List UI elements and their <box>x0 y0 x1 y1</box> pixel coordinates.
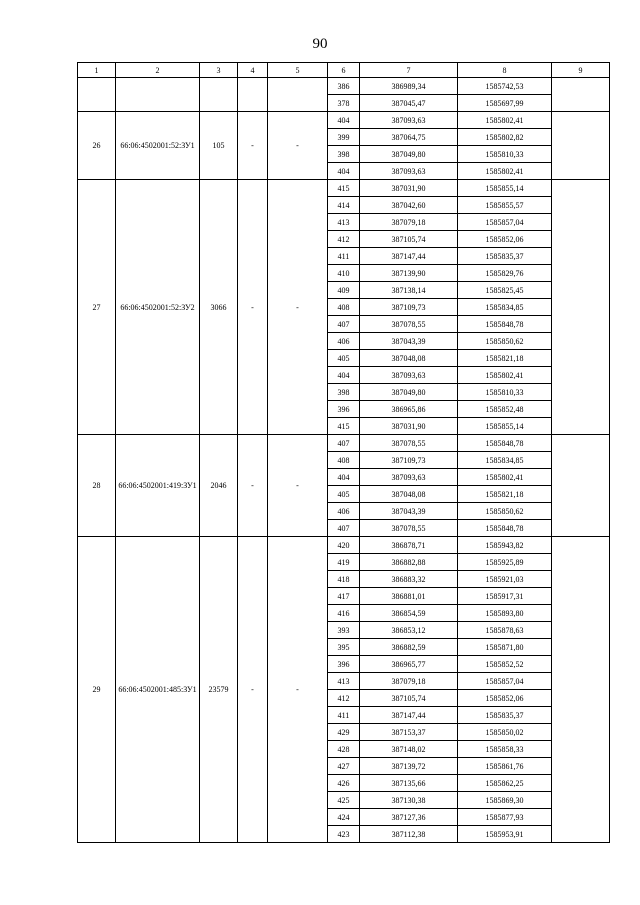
point-number-cell: 410 <box>328 265 360 282</box>
x-coordinate-cell: 387130,38 <box>360 792 458 809</box>
y-coordinate-cell: 1585877,93 <box>458 809 552 826</box>
area-cell: 2046 <box>200 435 238 537</box>
point-number-cell: 406 <box>328 503 360 520</box>
y-coordinate-cell: 1585943,82 <box>458 537 552 554</box>
x-coordinate-cell: 387093,63 <box>360 469 458 486</box>
y-coordinate-cell: 1585742,53 <box>458 78 552 95</box>
table-body <box>78 78 610 843</box>
x-coordinate-cell: 387031,90 <box>360 418 458 435</box>
point-number-cell: 404 <box>328 469 360 486</box>
group-number-cell: 28 <box>78 435 116 537</box>
x-coordinate-cell: 387153,37 <box>360 724 458 741</box>
x-coordinate-cell: 387078,55 <box>360 435 458 452</box>
table-row <box>78 537 610 554</box>
header-cell: 8 <box>458 63 552 78</box>
y-coordinate-cell: 1585850,02 <box>458 724 552 741</box>
column-9-cell <box>552 78 610 112</box>
x-coordinate-cell: 387139,72 <box>360 758 458 775</box>
point-number-cell: 423 <box>328 826 360 843</box>
point-number-cell: 378 <box>328 95 360 112</box>
point-number-cell: 408 <box>328 299 360 316</box>
point-number-cell: 408 <box>328 452 360 469</box>
header-cell: 6 <box>328 63 360 78</box>
column-9-cell <box>552 180 610 435</box>
column-5-cell: - <box>268 537 328 843</box>
column-4-cell <box>238 78 268 112</box>
x-coordinate-cell: 386989,34 <box>360 78 458 95</box>
table-row <box>78 78 610 95</box>
column-9-cell <box>552 537 610 843</box>
point-number-cell: 412 <box>328 690 360 707</box>
x-coordinate-cell: 387127,36 <box>360 809 458 826</box>
x-coordinate-cell: 387048,08 <box>360 486 458 503</box>
x-coordinate-cell: 387138,14 <box>360 282 458 299</box>
column-5-cell: - <box>268 435 328 537</box>
table-row <box>78 112 610 129</box>
y-coordinate-cell: 1585925,89 <box>458 554 552 571</box>
cadastral-number-cell: 66:06:4502001:52:ЗУ2 <box>116 180 200 435</box>
point-number-cell: 412 <box>328 231 360 248</box>
point-number-cell: 405 <box>328 350 360 367</box>
table-row <box>78 435 610 452</box>
point-number-cell: 393 <box>328 622 360 639</box>
header-row <box>78 63 610 78</box>
y-coordinate-cell: 1585802,82 <box>458 129 552 146</box>
y-coordinate-cell: 1585858,33 <box>458 741 552 758</box>
group-number-cell: 29 <box>78 537 116 843</box>
x-coordinate-cell: 387043,39 <box>360 333 458 350</box>
point-number-cell: 404 <box>328 163 360 180</box>
y-coordinate-cell: 1585852,48 <box>458 401 552 418</box>
point-number-cell: 427 <box>328 758 360 775</box>
x-coordinate-cell: 387109,73 <box>360 299 458 316</box>
y-coordinate-cell: 1585878,63 <box>458 622 552 639</box>
x-coordinate-cell: 386965,77 <box>360 656 458 673</box>
point-number-cell: 419 <box>328 554 360 571</box>
area-cell: 23579 <box>200 537 238 843</box>
column-9-cell <box>552 435 610 537</box>
header-cell: 9 <box>552 63 610 78</box>
y-coordinate-cell: 1585834,85 <box>458 452 552 469</box>
cadastral-number-cell <box>116 78 200 112</box>
point-number-cell: 406 <box>328 333 360 350</box>
point-number-cell: 411 <box>328 248 360 265</box>
y-coordinate-cell: 1585810,33 <box>458 384 552 401</box>
x-coordinate-cell: 387112,38 <box>360 826 458 843</box>
header-cell: 3 <box>200 63 238 78</box>
y-coordinate-cell: 1585829,76 <box>458 265 552 282</box>
point-number-cell: 396 <box>328 401 360 418</box>
y-coordinate-cell: 1585802,41 <box>458 163 552 180</box>
group-number-cell: 27 <box>78 180 116 435</box>
y-coordinate-cell: 1585857,04 <box>458 214 552 231</box>
point-number-cell: 404 <box>328 367 360 384</box>
point-number-cell: 407 <box>328 520 360 537</box>
page-number: 90 <box>312 36 328 52</box>
header-cell: 4 <box>238 63 268 78</box>
x-coordinate-cell: 387109,73 <box>360 452 458 469</box>
point-number-cell: 407 <box>328 316 360 333</box>
x-coordinate-cell: 387031,90 <box>360 180 458 197</box>
x-coordinate-cell: 386882,88 <box>360 554 458 571</box>
point-number-cell: 415 <box>328 418 360 435</box>
x-coordinate-cell: 386881,01 <box>360 588 458 605</box>
y-coordinate-cell: 1585869,30 <box>458 792 552 809</box>
column-4-cell: - <box>238 435 268 537</box>
point-number-cell: 398 <box>328 384 360 401</box>
x-coordinate-cell: 386878,71 <box>360 537 458 554</box>
point-number-cell: 429 <box>328 724 360 741</box>
y-coordinate-cell: 1585810,33 <box>458 146 552 163</box>
group-number-cell <box>78 78 116 112</box>
point-number-cell: 415 <box>328 180 360 197</box>
x-coordinate-cell: 387135,66 <box>360 775 458 792</box>
column-4-cell: - <box>238 180 268 435</box>
cadastral-number-cell: 66:06:4502001:419:ЗУ1 <box>116 435 200 537</box>
point-number-cell: 420 <box>328 537 360 554</box>
point-number-cell: 414 <box>328 197 360 214</box>
x-coordinate-cell: 387079,18 <box>360 673 458 690</box>
y-coordinate-cell: 1585861,76 <box>458 758 552 775</box>
x-coordinate-cell: 387139,90 <box>360 265 458 282</box>
y-coordinate-cell: 1585953,91 <box>458 826 552 843</box>
x-coordinate-cell: 386882,59 <box>360 639 458 656</box>
column-5-cell: - <box>268 180 328 435</box>
y-coordinate-cell: 1585855,14 <box>458 180 552 197</box>
point-number-cell: 405 <box>328 486 360 503</box>
x-coordinate-cell: 387093,63 <box>360 367 458 384</box>
y-coordinate-cell: 1585848,78 <box>458 435 552 452</box>
point-number-cell: 399 <box>328 129 360 146</box>
y-coordinate-cell: 1585855,14 <box>458 418 552 435</box>
point-number-cell: 404 <box>328 112 360 129</box>
y-coordinate-cell: 1585852,06 <box>458 231 552 248</box>
y-coordinate-cell: 1585855,57 <box>458 197 552 214</box>
x-coordinate-cell: 387147,44 <box>360 707 458 724</box>
x-coordinate-cell: 387078,55 <box>360 316 458 333</box>
point-number-cell: 413 <box>328 673 360 690</box>
point-number-cell: 409 <box>328 282 360 299</box>
y-coordinate-cell: 1585893,80 <box>458 605 552 622</box>
x-coordinate-cell: 387049,80 <box>360 146 458 163</box>
area-cell: 105 <box>200 112 238 180</box>
y-coordinate-cell: 1585821,18 <box>458 486 552 503</box>
header-cell: 5 <box>268 63 328 78</box>
point-number-cell: 411 <box>328 707 360 724</box>
y-coordinate-cell: 1585871,80 <box>458 639 552 656</box>
x-coordinate-cell: 387045,47 <box>360 95 458 112</box>
x-coordinate-cell: 387093,63 <box>360 163 458 180</box>
x-coordinate-cell: 387078,55 <box>360 520 458 537</box>
y-coordinate-cell: 1585835,37 <box>458 248 552 265</box>
x-coordinate-cell: 387049,80 <box>360 384 458 401</box>
area-cell <box>200 78 238 112</box>
coordinates-table <box>77 62 610 843</box>
column-5-cell <box>268 78 328 112</box>
y-coordinate-cell: 1585850,62 <box>458 503 552 520</box>
y-coordinate-cell: 1585821,18 <box>458 350 552 367</box>
header-cell: 2 <box>116 63 200 78</box>
x-coordinate-cell: 387148,02 <box>360 741 458 758</box>
area-cell: 3066 <box>200 180 238 435</box>
x-coordinate-cell: 387064,75 <box>360 129 458 146</box>
column-5-cell: - <box>268 112 328 180</box>
point-number-cell: 395 <box>328 639 360 656</box>
y-coordinate-cell: 1585834,85 <box>458 299 552 316</box>
y-coordinate-cell: 1585802,41 <box>458 469 552 486</box>
y-coordinate-cell: 1585848,78 <box>458 520 552 537</box>
point-number-cell: 417 <box>328 588 360 605</box>
x-coordinate-cell: 387042,60 <box>360 197 458 214</box>
x-coordinate-cell: 387048,08 <box>360 350 458 367</box>
y-coordinate-cell: 1585848,78 <box>458 316 552 333</box>
y-coordinate-cell: 1585802,41 <box>458 112 552 129</box>
y-coordinate-cell: 1585852,06 <box>458 690 552 707</box>
x-coordinate-cell: 387147,44 <box>360 248 458 265</box>
cadastral-number-cell: 66:06:4502001:485:ЗУ1 <box>116 537 200 843</box>
point-number-cell: 418 <box>328 571 360 588</box>
header-cell: 1 <box>78 63 116 78</box>
table-row <box>78 180 610 197</box>
x-coordinate-cell: 387043,39 <box>360 503 458 520</box>
x-coordinate-cell: 387093,63 <box>360 112 458 129</box>
point-number-cell: 426 <box>328 775 360 792</box>
y-coordinate-cell: 1585697,99 <box>458 95 552 112</box>
y-coordinate-cell: 1585862,25 <box>458 775 552 792</box>
point-number-cell: 424 <box>328 809 360 826</box>
y-coordinate-cell: 1585921,03 <box>458 571 552 588</box>
column-4-cell: - <box>238 112 268 180</box>
x-coordinate-cell: 387105,74 <box>360 231 458 248</box>
point-number-cell: 428 <box>328 741 360 758</box>
point-number-cell: 407 <box>328 435 360 452</box>
y-coordinate-cell: 1585802,41 <box>458 367 552 384</box>
y-coordinate-cell: 1585825,45 <box>458 282 552 299</box>
point-number-cell: 398 <box>328 146 360 163</box>
x-coordinate-cell: 387079,18 <box>360 214 458 231</box>
group-number-cell: 26 <box>78 112 116 180</box>
point-number-cell: 396 <box>328 656 360 673</box>
header-cell: 7 <box>360 63 458 78</box>
x-coordinate-cell: 386883,32 <box>360 571 458 588</box>
column-9-cell <box>552 112 610 180</box>
cadastral-number-cell: 66:06:4502001:52:ЗУ1 <box>116 112 200 180</box>
point-number-cell: 425 <box>328 792 360 809</box>
y-coordinate-cell: 1585917,31 <box>458 588 552 605</box>
x-coordinate-cell: 386965,86 <box>360 401 458 418</box>
column-4-cell: - <box>238 537 268 843</box>
x-coordinate-cell: 386854,59 <box>360 605 458 622</box>
point-number-cell: 413 <box>328 214 360 231</box>
point-number-cell: 416 <box>328 605 360 622</box>
x-coordinate-cell: 387105,74 <box>360 690 458 707</box>
point-number-cell: 386 <box>328 78 360 95</box>
y-coordinate-cell: 1585835,37 <box>458 707 552 724</box>
x-coordinate-cell: 386853,12 <box>360 622 458 639</box>
y-coordinate-cell: 1585850,62 <box>458 333 552 350</box>
y-coordinate-cell: 1585857,04 <box>458 673 552 690</box>
y-coordinate-cell: 1585852,52 <box>458 656 552 673</box>
